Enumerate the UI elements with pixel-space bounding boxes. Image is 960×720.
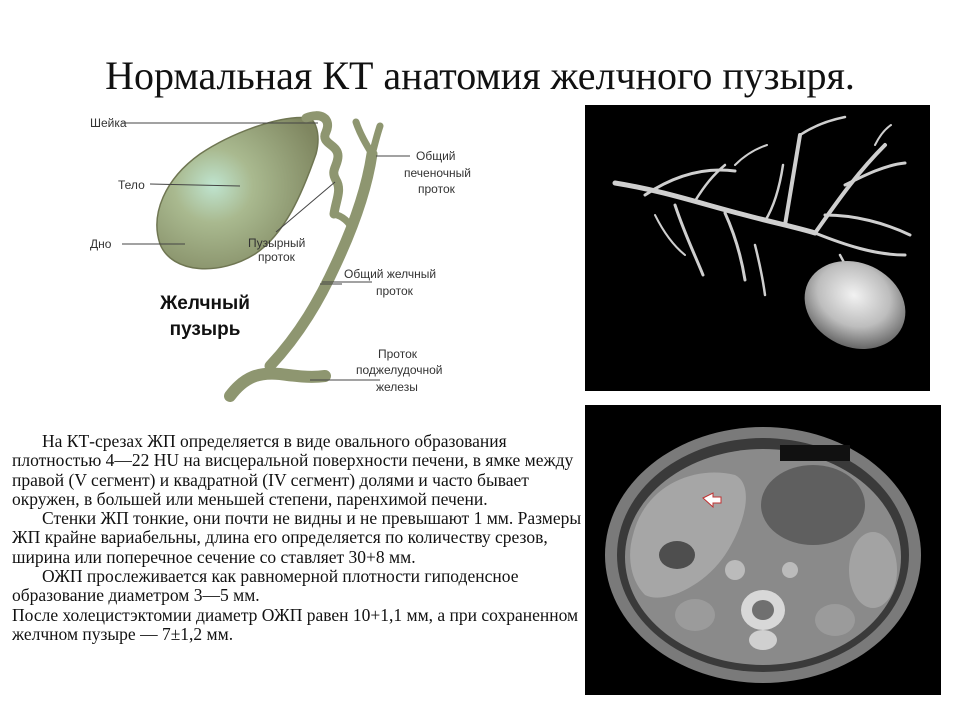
diagram-caption-1: Желчный bbox=[160, 293, 250, 314]
label-pancreatic-2: поджелудочной bbox=[356, 363, 443, 377]
label-pancreatic-1: Проток bbox=[378, 347, 417, 361]
paragraph-1: На КТ-срезах ЖП определяется в виде овального образования плотностью 4—22 HU на висцеральной поверхности печени, в ямке между правой (V сегмент) и квадратной (IV сегмент) долями и часто бывает окружен, в большей или меньшей степени, паренхимой печени. bbox=[12, 431, 574, 509]
label-common-hepatic-3: проток bbox=[418, 182, 455, 196]
3d-ct-reconstruction-image bbox=[585, 105, 930, 391]
paragraph-3: ОЖП прослеживается как равномерной плотности гиподенсное образование диаметром 3—5 мм. bbox=[12, 566, 519, 606]
label-common-hepatic-2: печеночный bbox=[404, 166, 471, 180]
hepatic-branches-shape bbox=[356, 122, 380, 154]
label-cystic-duct-2: проток bbox=[258, 250, 295, 264]
paragraph-2: Стенки ЖП тонкие, они почти не видны и не превышают 1 мм. Размеры ЖП крайне вариабельны, длина его определяется по количеству срезов, ширина или поперечное сечение со ставляет 30+8 мм. bbox=[12, 508, 582, 567]
label-common-bile-2: проток bbox=[376, 284, 413, 298]
pancreatic-duct-shape bbox=[230, 374, 325, 396]
axial-ct-scan-image bbox=[585, 405, 941, 695]
label-cystic-duct-1: Пузырный bbox=[248, 236, 306, 250]
slide-title: Нормальная КТ анатомия желчного пузыря. bbox=[105, 53, 855, 98]
label-fundus: Дно bbox=[90, 237, 112, 251]
junction-shape bbox=[334, 214, 352, 230]
gallbladder-diagram bbox=[80, 104, 500, 404]
axial-ct-drawing bbox=[585, 405, 941, 695]
label-common-hepatic-1: Общий bbox=[416, 149, 456, 163]
paragraph-4: После холецистэктомии диаметр ОЖП равен 10+1,1 мм, а при сохраненном желчном пузыре — 7±1,2 мм. bbox=[12, 604, 579, 644]
label-pancreatic-3: железы bbox=[376, 380, 418, 394]
3d-gallbladder-shape bbox=[790, 245, 920, 365]
diagram-caption-2: пузырь bbox=[169, 319, 241, 340]
description-text bbox=[12, 432, 584, 644]
label-common-bile-1: Общий желчный bbox=[344, 267, 437, 281]
label-neck: Шейка bbox=[90, 116, 127, 130]
label-body: Тело bbox=[118, 178, 145, 192]
3d-reconstruction-drawing bbox=[585, 105, 930, 391]
